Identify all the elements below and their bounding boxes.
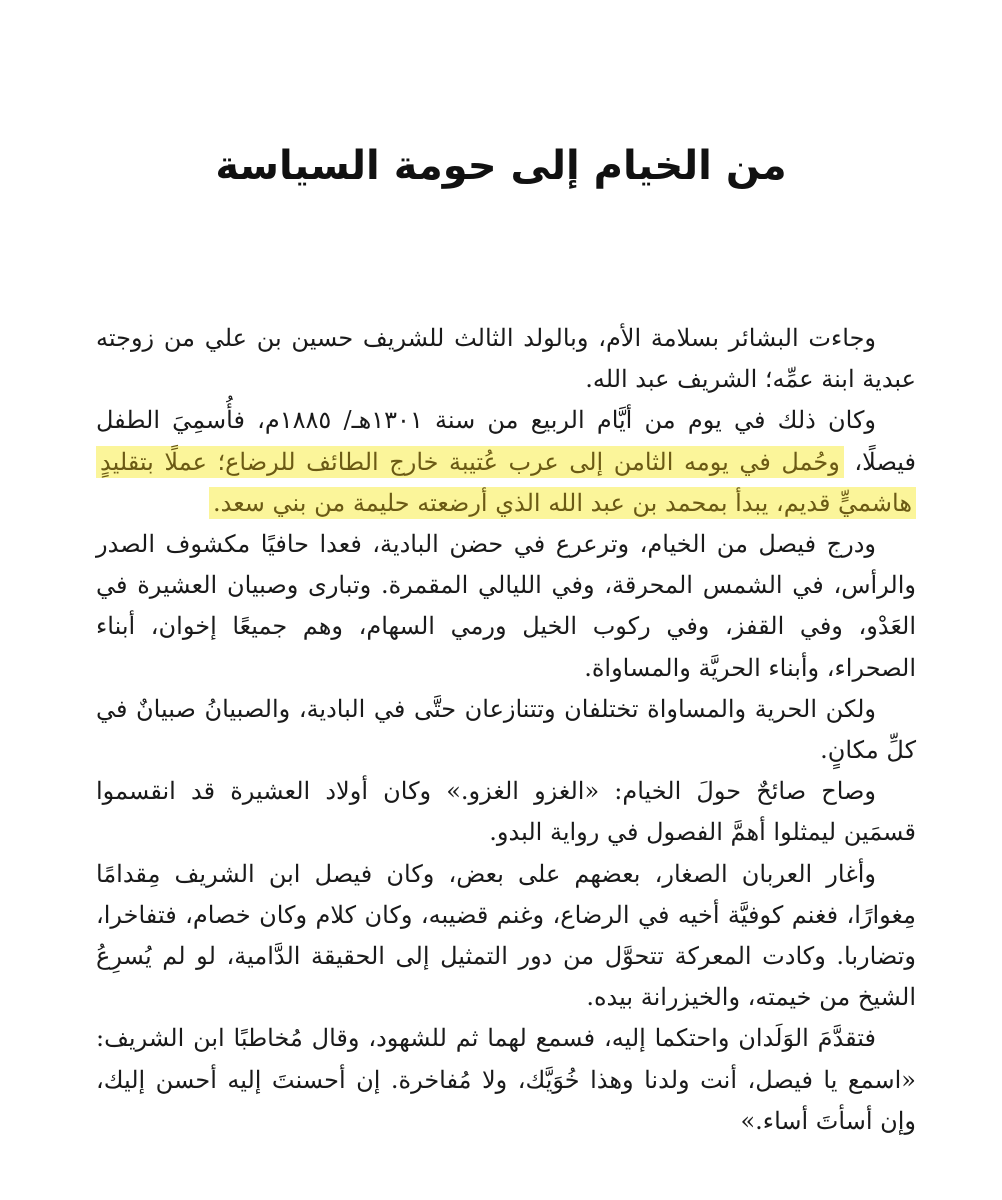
paragraph-1: وجاءت البشائر بسلامة الأم، وبالولد الثالث للشريف حسين بن علي من زوجته عبدية ابنة عمِّه؛ الشريف عبد الله.: [96, 324, 916, 394]
paragraph-2: [96, 400, 916, 524]
paragraph-3: ودرج فيصل من الخيام، وترعرع في حضن البادية، فعدا حافيًا مكشوف الصدر والرأس، في الشمس المحرقة، وفي الليالي المقمرة. وتبارى وصبيان العشيرة في العَدْو، وفي القفز، وفي ركوب الخيل ورمي السهام، وهم جميعًا إخوان، أبناء الصحراء، وأبناء الحريَّة والمساواة.: [96, 530, 916, 682]
paragraph-2-text: وكان ذلك في يوم من أيَّام الربيع من سنة ١٣٠١هـ/ ١٨٨٥م، فأُسمِيَ الطفل فيصلًا،: [96, 406, 916, 476]
paragraph-6: وأغار العربان الصغار، بعضهم على بعض، وكان فيصل ابن الشريف مِقدامًا مِغوارًا، فغنم كوفيَّة أخيه في الرضاع، وغنم قضيبه، وكان كلام وكان خصام، فتفاخرا، وتضاربا. وكادت المعركة تتحوَّل من دور التمثيل إلى الحقيقة الدَّامية، لو لم يُسرِعُ الشيخ من خيمته، والخيزرانة بيده.: [96, 859, 916, 1012]
paragraph-4: ولكن الحرية والمساواة تختلفان وتتنازعان حتَّى في البادية، والصبيانُ صبيانٌ في كلِّ مكانٍ.: [96, 694, 916, 765]
highlighted-passage[interactable]: وحُمل في يومه الثامن إلى عرب عُتيبة خارج الطائف للرضاع؛ عملًا بتقليدٍ هاشميٍّ قديم، يبدأ بمحمد بن عبد الله الذي أرضعته حليمة من بني سعد.: [96, 446, 916, 519]
chapter-body: [96, 318, 916, 1142]
chapter-title: من الخيام إلى حومة السياسة: [215, 143, 787, 189]
paragraph-5: وصاح صائحٌ حولَ الخيام: «الغزو الغزو.» وكان أولاد العشيرة قد انقسموا قسمَين ليمثلوا أهمَّ الفصول في رواية البدو.: [96, 777, 916, 847]
paragraph-7: فتقدَّمَ الوَلَدان واحتكما إليه، فسمع لهما ثم للشهود، وقال مُخاطبًا ابن الشريف: «اسمع يا فيصل، أنت ولدنا وهذا خُوَيَّك، ولا مُفاخرة. إن أحسنتَ إليه أحسن إليك، وإن أسأتَ أساء.»: [96, 1024, 916, 1135]
